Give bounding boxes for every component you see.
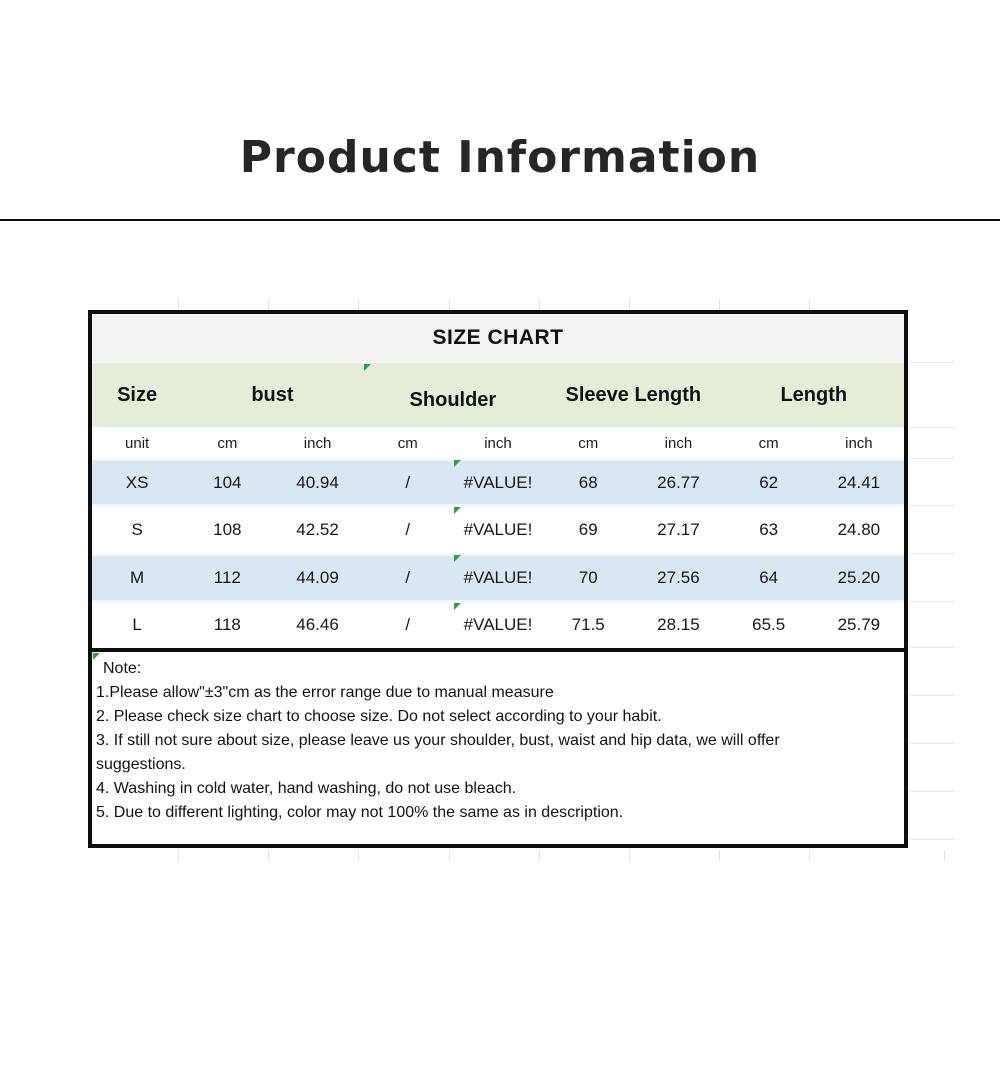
- gridline-tick: [809, 850, 810, 861]
- gridline-tick: [809, 299, 810, 310]
- unit-cell: inch: [303, 435, 332, 452]
- notes-section: [92, 648, 904, 844]
- table-cell: XS: [125, 472, 149, 492]
- gridline-tick: [910, 505, 954, 506]
- gridline-tick: [358, 299, 359, 310]
- size-chart-table: [88, 310, 908, 848]
- column-header-sleeve-length: Sleeve Length: [565, 383, 702, 406]
- table-cell: 27.56: [657, 568, 700, 587]
- table-cell: 68: [578, 472, 598, 492]
- cell-error-indicator-icon: [364, 364, 371, 371]
- gridline-tick: [719, 299, 720, 310]
- column-header-size: Size: [117, 383, 158, 406]
- gridline-tick: [910, 839, 954, 840]
- table-cell: 104: [213, 472, 242, 492]
- column-header-bust: bust: [251, 383, 294, 406]
- unit-row: [92, 428, 904, 459]
- table-cell: 69: [578, 520, 598, 539]
- table-cell: 112: [213, 568, 241, 587]
- gridline-tick: [910, 458, 954, 459]
- cell-error-indicator-icon: [454, 555, 461, 562]
- table-cell: 108: [213, 520, 242, 539]
- unit-cell: cm: [217, 435, 238, 452]
- table-row-l: [92, 602, 904, 648]
- table-cell: 71.5: [571, 615, 605, 634]
- cell-error-indicator-icon: [454, 507, 461, 514]
- table-row-s: [92, 506, 904, 554]
- gridline-tick: [539, 850, 540, 861]
- table-cell: S: [131, 520, 143, 539]
- size-chart-header-row: [92, 363, 904, 428]
- table-cell: 42.52: [296, 520, 339, 539]
- table-cell: /: [405, 520, 411, 539]
- table-row-xs: [92, 459, 904, 506]
- table-cell: 28.15: [657, 615, 700, 634]
- gridline-tick: [944, 850, 945, 861]
- table-cell: 24.41: [837, 472, 881, 492]
- column-header-length: Length: [780, 383, 848, 406]
- gridline-tick: [449, 850, 450, 861]
- gridline-tick: [178, 299, 179, 310]
- gridline-tick: [910, 791, 954, 792]
- divider-line: [0, 219, 1000, 221]
- gridline-tick: [268, 299, 269, 310]
- table-cell: 25.20: [837, 568, 881, 587]
- table-cell: 65.5: [752, 615, 786, 634]
- gridline-tick: [358, 850, 359, 861]
- table-cell: #VALUE!: [463, 615, 533, 634]
- size-chart-title: SIZE CHART: [92, 314, 904, 363]
- note-line: 2. Please check size chart to choose size. Do not select according to your habit.: [96, 708, 662, 725]
- table-cell: #VALUE!: [463, 472, 533, 492]
- table-cell: M: [130, 568, 145, 587]
- note-line: 3. If still not sure about size, please leave us your shoulder, bust, waist and hip data, we will offer: [96, 732, 780, 749]
- gridline-tick: [910, 743, 954, 744]
- table-cell: 27.17: [657, 520, 700, 539]
- cell-error-indicator-icon: [93, 653, 100, 660]
- page-title: Product Information: [239, 132, 761, 183]
- note-line: 4. Washing in cold water, hand washing, do not use bleach.: [96, 780, 517, 797]
- table-cell: 25.79: [837, 615, 881, 634]
- gridline-tick: [268, 850, 269, 861]
- unit-cell: cm: [397, 435, 418, 452]
- gridline-tick: [910, 427, 954, 428]
- table-cell: /: [405, 568, 411, 587]
- note-line: suggestions.: [96, 756, 186, 773]
- column-header-shoulder: Shoulder: [409, 388, 497, 411]
- table-row-m: [92, 554, 904, 602]
- table-cell: 40.94: [296, 472, 339, 492]
- unit-cell: cm: [578, 435, 599, 452]
- unit-cell: inch: [484, 435, 512, 452]
- table-cell: #VALUE!: [463, 568, 533, 587]
- table-cell: 24.80: [837, 520, 881, 539]
- gridline-tick: [719, 850, 720, 861]
- gridline-tick: [910, 601, 954, 602]
- unit-cell: cm: [758, 435, 779, 452]
- note-line: 1.Please allow"±3"cm as the error range due to manual measure: [96, 684, 554, 701]
- table-cell: /: [405, 472, 411, 492]
- unit-cell: unit: [125, 435, 150, 452]
- table-cell: /: [405, 615, 411, 634]
- table-cell: 46.46: [296, 615, 339, 634]
- gridline-tick: [910, 695, 954, 696]
- table-cell: 44.09: [296, 568, 339, 587]
- table-cell: 63: [759, 520, 779, 539]
- notes-title: Note:: [103, 660, 142, 677]
- gridline-tick: [910, 362, 954, 363]
- gridline-tick: [910, 647, 954, 648]
- unit-cell: inch: [664, 435, 693, 452]
- gridline-tick: [629, 299, 630, 310]
- table-cell: 64: [759, 568, 779, 587]
- table-cell: L: [132, 615, 142, 634]
- note-line: 5. Due to different lighting, color may not 100% the same as in description.: [96, 804, 624, 821]
- table-cell: #VALUE!: [463, 520, 533, 539]
- gridline-tick: [449, 299, 450, 310]
- gridline-tick: [178, 850, 179, 861]
- gridline-tick: [910, 553, 954, 554]
- cell-error-indicator-icon: [454, 603, 461, 610]
- gridline-tick: [539, 299, 540, 310]
- table-cell: 26.77: [657, 472, 700, 492]
- gridline-tick: [629, 850, 630, 861]
- unit-cell: inch: [845, 435, 873, 452]
- table-cell: 62: [759, 472, 779, 492]
- table-cell: 70: [578, 568, 598, 587]
- table-cell: 118: [213, 615, 241, 634]
- cell-error-indicator-icon: [454, 460, 461, 467]
